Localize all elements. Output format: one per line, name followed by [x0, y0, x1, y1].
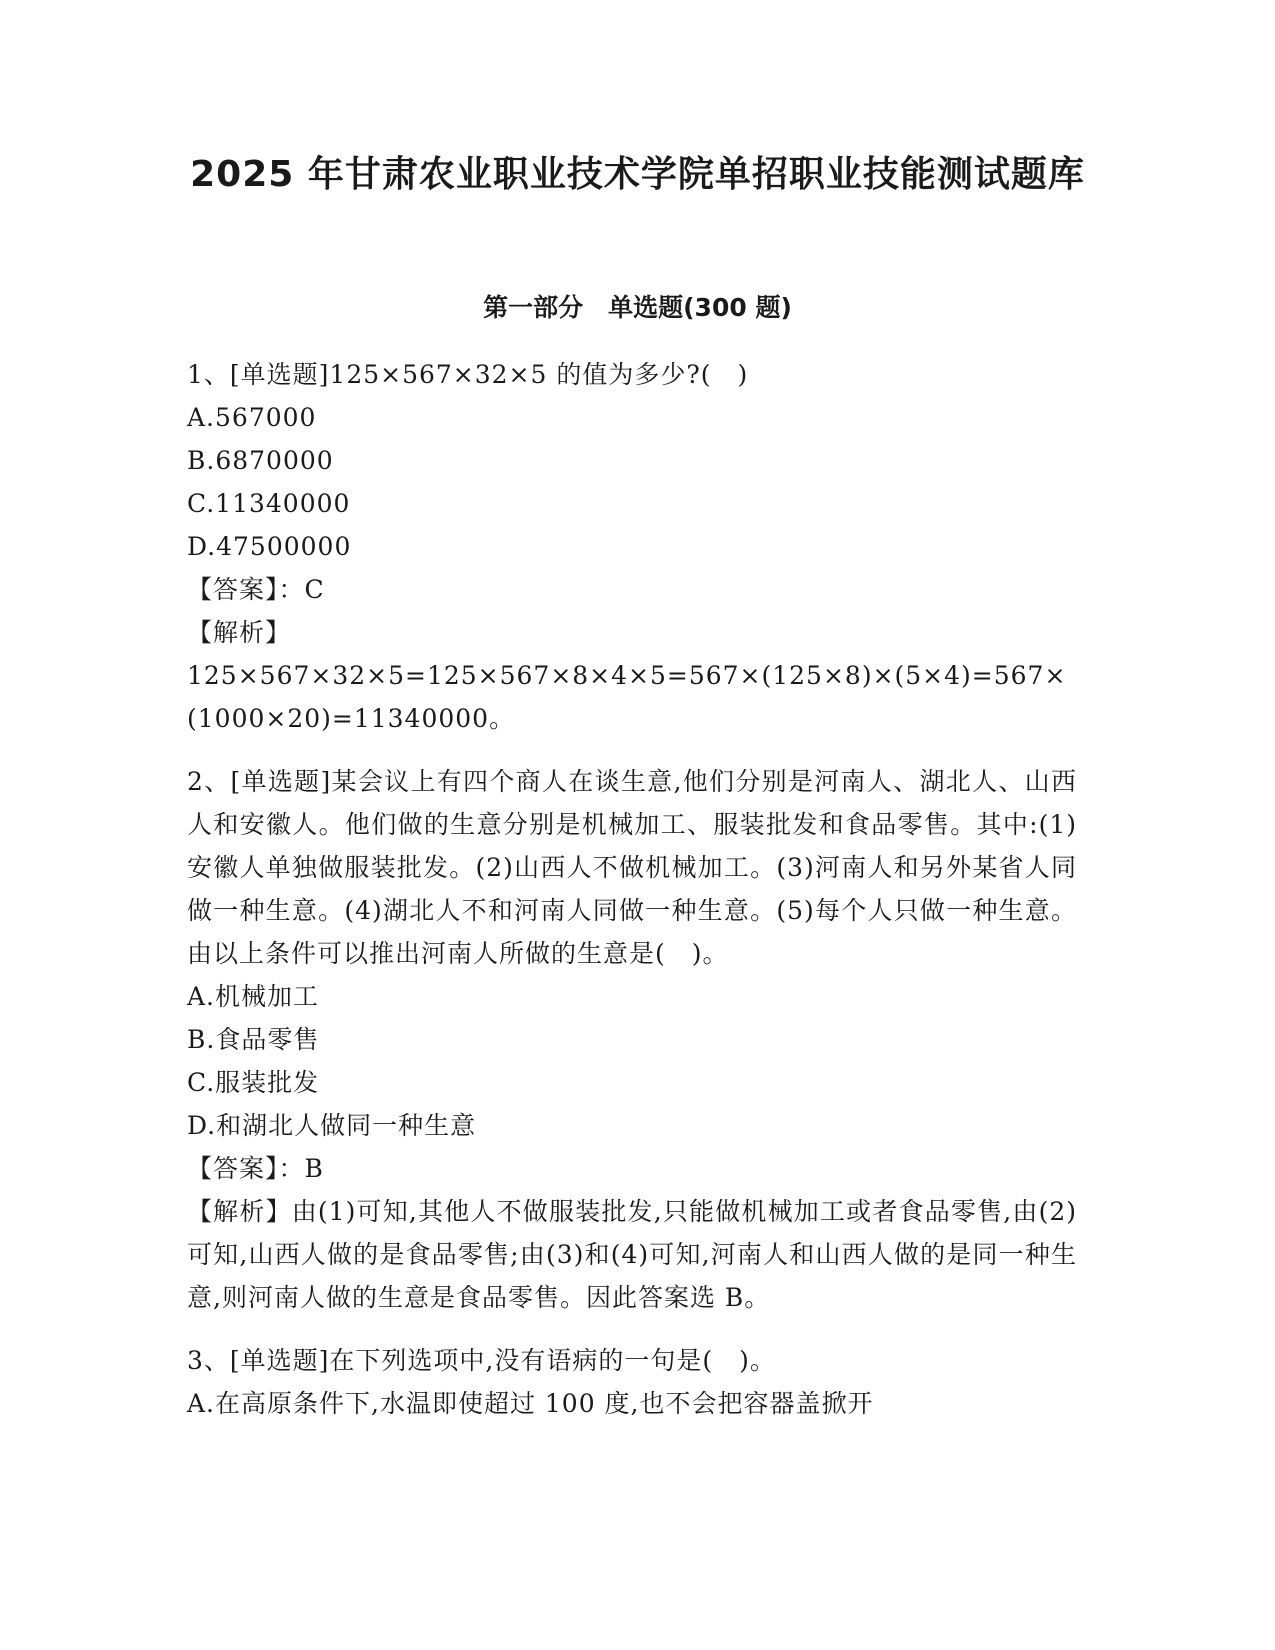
option-list	[187, 1382, 1077, 1425]
option-list	[187, 396, 1077, 568]
option-list	[187, 975, 1077, 1147]
analysis-text: 【解析】由(1)可知,其他人不做服装批发,只能做机械加工或者食品零售,由(2)可知,山西人做的是食品零售;由(3)和(4)可知,河南人和山西人做的是同一种生意,则河南人做的生意是食品零售。因此答案选 B。	[187, 1197, 1077, 1312]
section-title: 第一部分 单选题(300 题)	[483, 293, 792, 322]
question-1	[187, 353, 1077, 740]
option-a: A.在高原条件下,水温即使超过 100 度,也不会把容器盖掀开	[187, 1389, 874, 1418]
analysis-label: 【解析】	[187, 618, 292, 647]
question-stem: 2、[单选题]某会议上有四个商人在谈生意,他们分别是河南人、湖北人、山西人和安徽人。他们做的生意分别是机械加工、服装批发和食品零售。其中:(1)安徽人单独做服装批发。(2)山西人不做机械加工。(3)河南人和另外某省人同做一种生意。(4)湖北人不和河南人同做一种生意。(5)每个人只做一种生意。由以上条件可以推出河南人所做的生意是( )。	[187, 767, 1077, 968]
analysis-text: 125×567×32×5=125×567×8×4×5=567×(125×8)×(5×4)=567×(1000×20)=11340000。	[187, 661, 1067, 733]
answer: 【答案】：C	[187, 575, 325, 604]
option-c: C.11340000	[187, 489, 351, 518]
option-c: C.服装批发	[187, 1068, 320, 1097]
question-list	[187, 353, 1077, 1445]
question-2	[187, 760, 1077, 1319]
question-stem: 3、[单选题]在下列选项中,没有语病的一句是( )。	[187, 1346, 776, 1375]
option-b: B.6870000	[187, 446, 334, 475]
answer: 【答案】：B	[187, 1154, 324, 1183]
option-d: D.47500000	[187, 532, 352, 561]
question-3	[187, 1339, 1077, 1425]
option-a: A.567000	[187, 403, 317, 432]
question-stem: 1、[单选题]125×567×32×5 的值为多少?( )	[187, 360, 749, 389]
option-b: B.食品零售	[187, 1025, 320, 1054]
document-title: 2025 年甘肃农业职业技术学院单招职业技能测试题库	[190, 154, 1085, 195]
option-a: A.机械加工	[187, 982, 320, 1011]
option-d: D.和湖北人做同一种生意	[187, 1111, 477, 1140]
